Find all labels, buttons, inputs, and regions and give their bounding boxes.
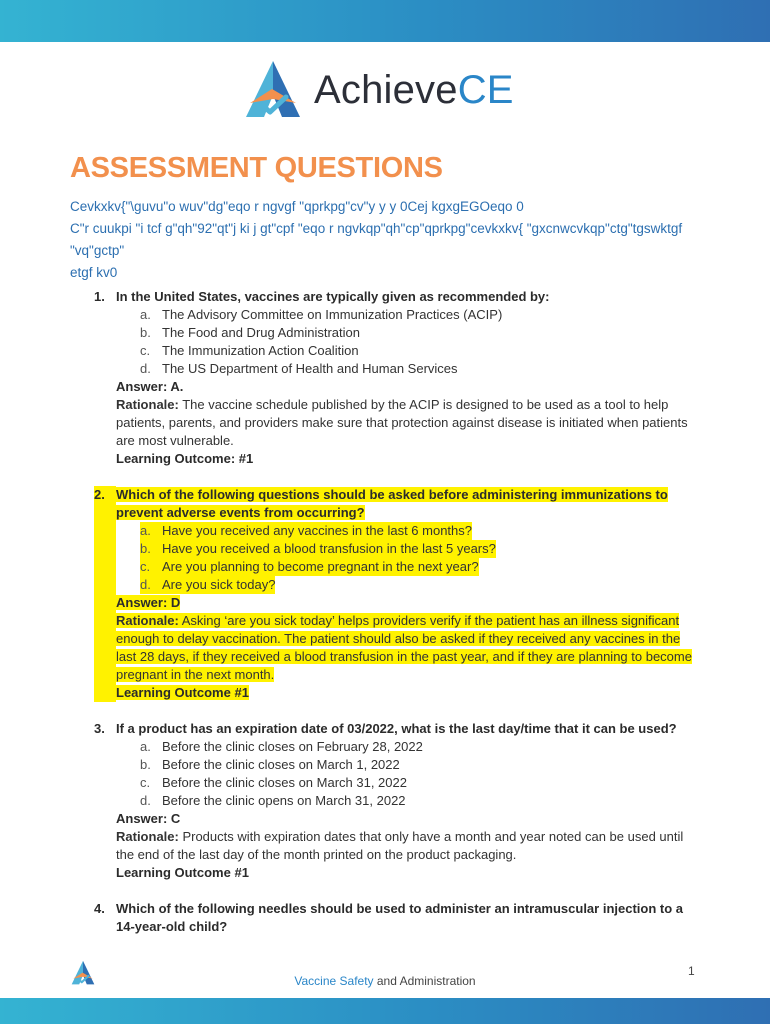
- logo-wordmark-main: Achieve: [314, 67, 458, 112]
- footer-topic: Vaccine Safety: [294, 974, 374, 988]
- option-list: [116, 738, 704, 810]
- option-item: c. Before the clinic closes on March 31, 2022: [140, 775, 407, 790]
- question-number: 2.: [94, 486, 116, 702]
- option-item: c. The Immunization Action Coalition: [140, 343, 359, 358]
- intro-line-2: C"r cuukpi "i tcf g"qh"92"qt"j ki j gt"cpf "eqo r ngvkqp"qh"cp"qprkpg"cevkxkv{ "gxcnwcvkqp"ctg"tgswktgf "vq"gctp": [70, 221, 683, 258]
- option-item: d. Are you sick today?: [140, 577, 276, 592]
- header-banner: [0, 0, 770, 42]
- logo-wordmark: [314, 68, 514, 113]
- question-number: 4.: [94, 901, 105, 916]
- intro-line-3: etgf kv0: [70, 265, 118, 280]
- option-item: b. The Food and Drug Administration: [140, 325, 360, 340]
- footer-course-title: [0, 974, 770, 988]
- rationale-text: Rationale: Products with expiration dates that only have a month and year noted can be used until the end of the last day of the month printed on the product packaging.: [116, 829, 684, 862]
- logo-wordmark-accent: CE: [457, 67, 514, 112]
- option-item: d. The US Department of Health and Human Services: [140, 361, 458, 376]
- question-item: [94, 900, 704, 936]
- page-title: ASSESSMENT QUESTIONS: [70, 152, 443, 184]
- answer-text: Answer: A.: [116, 379, 184, 394]
- question-item: [94, 288, 704, 468]
- achievece-logo: [242, 58, 562, 122]
- footer-banner: [0, 998, 770, 1024]
- learning-outcome: Learning Outcome: #1: [116, 451, 254, 466]
- option-item: b. Before the clinic closes on March 1, 2022: [140, 757, 400, 772]
- option-item: a. Have you received any vaccines in the last 6 months?: [140, 523, 473, 538]
- question-text: If a product has an expiration date of 03/2022, what is the last day/time that it can be used?: [116, 721, 677, 736]
- question-item: [94, 486, 704, 702]
- intro-line-1: Cevkxkv{"\guvu"o wuv"dg"eqo r ngvgf "qprkpg"cv"y y y 0Cej kgxgEGOeqo 0: [70, 199, 524, 214]
- option-item: b. Have you received a blood transfusion in the last 5 years?: [140, 541, 496, 556]
- page-number: 1: [688, 964, 695, 978]
- option-list: [116, 522, 704, 594]
- question-text: In the United States, vaccines are typically given as recommended by:: [116, 289, 550, 304]
- option-item: a. Before the clinic closes on February 28, 2022: [140, 739, 423, 754]
- learning-outcome: Learning Outcome #1: [116, 685, 249, 700]
- option-item: c. Are you planning to become pregnant in the next year?: [140, 559, 479, 574]
- rationale-text: Rationale: The vaccine schedule published by the ACIP is designed to be used as a tool to help patients, parents, and providers make sure that protection against disease is initiated when patients are most vulnerable.: [116, 397, 688, 448]
- achievece-logo-icon: [242, 59, 304, 121]
- option-list: [116, 306, 704, 378]
- option-item: d. Before the clinic opens on March 31, 2022: [140, 793, 406, 808]
- question-item: [94, 720, 704, 882]
- footer-topic-rest: and Administration: [373, 974, 476, 988]
- question-number: 3.: [94, 721, 105, 736]
- rationale-text: Rationale: Asking ‘are you sick today’ helps providers verify if the patient has an illness significant enough to delay vaccination. The patient should also be asked if they received any vaccines in the last 28 days, if they received a blood transfusion in the past year, and if they are planning to become pregnant in the next month.: [116, 613, 692, 682]
- question-text: Which of the following questions should be asked before administering immunizations to prevent adverse events from occurring?: [116, 487, 668, 520]
- learning-outcome: Learning Outcome #1: [116, 865, 249, 880]
- question-text: Which of the following needles should be used to administer an intramuscular injection to a 14-year-old child?: [116, 901, 684, 934]
- intro-text: [70, 196, 700, 284]
- answer-text: Answer: C: [116, 811, 181, 826]
- question-number: 1.: [94, 289, 105, 304]
- option-item: a. The Advisory Committee on Immunization Practices (ACIP): [140, 307, 503, 322]
- questions-list: [94, 288, 704, 936]
- answer-text: Answer: D: [116, 595, 181, 610]
